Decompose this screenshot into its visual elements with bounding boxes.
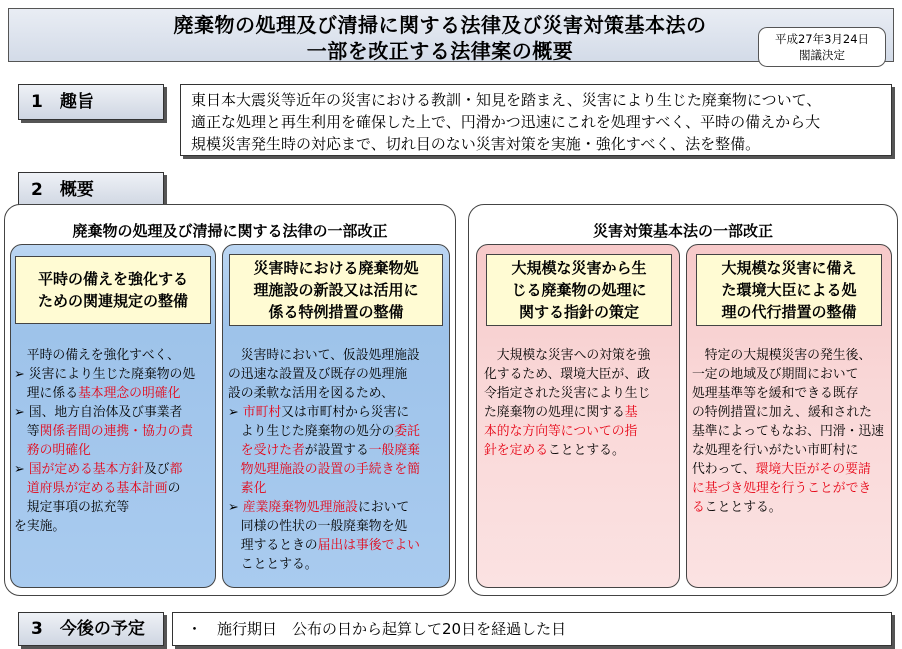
- emphasis-text: 針を定める: [484, 443, 548, 458]
- purpose-line: 適正な処理と再生利用を確保した上で、円滑かつ迅速にこれを処理すべく、平時の備えから大: [191, 113, 821, 131]
- emphasis-text: に基づき処理を行うことができ: [692, 481, 872, 496]
- body-line: [692, 479, 890, 498]
- emphasis-text: 基本理念の明確化: [77, 386, 181, 401]
- purpose-line: 東日本大震災等近年の災害における教訓・知見を踏まえ、災害により生じた廃棄物について、: [191, 91, 822, 109]
- emphasis-text: 環境大臣がその要請: [755, 462, 871, 477]
- heading-line: 関する指針の策定: [518, 303, 639, 321]
- peacetime-card-heading: [15, 256, 211, 324]
- guideline-card-body: [484, 346, 676, 460]
- body-text: の: [167, 481, 181, 496]
- body-text: 平時の備えを強化すべく、: [14, 348, 180, 363]
- body-line: [228, 365, 448, 384]
- body-text: な処理を行いがたい市町村に: [692, 443, 859, 458]
- title-line-1: 廃棄物の処理及び清掃に関する法律及び災害対策基本法の: [173, 13, 707, 37]
- body-text: こととする。: [547, 443, 625, 458]
- body-line: [692, 384, 890, 403]
- body-line: [692, 422, 890, 441]
- emphasis-text: 道府県が定める基本計画: [14, 481, 168, 496]
- body-text: 同様の性状の一般廃棄物を処: [228, 519, 408, 534]
- emphasis-text: を受けた者: [228, 443, 305, 458]
- body-line: [228, 403, 448, 422]
- body-line: [228, 498, 448, 517]
- body-text: 設の柔軟な活用を図るため、: [228, 386, 394, 401]
- body-text: 理に係る: [14, 386, 78, 401]
- emphasis-text: 素化: [228, 481, 267, 496]
- heading-line: 係る特例措置の整備: [268, 303, 404, 321]
- emphasis-text: 届出は事後でよい: [317, 538, 420, 553]
- body-text: 規定事項の拡充等: [14, 500, 130, 515]
- waste-law-panel-title: 廃棄物の処理及び清掃に関する法律の一部改正: [72, 222, 388, 240]
- body-line: [228, 479, 448, 498]
- body-line: [692, 403, 890, 422]
- body-line: [228, 536, 448, 555]
- body-line: [14, 384, 214, 403]
- proxy-card-body: [692, 346, 890, 517]
- body-text: 代わって、: [692, 462, 756, 477]
- emphasis-text: 委託: [394, 424, 420, 439]
- body-line: [14, 365, 214, 384]
- emphasis-text: 基: [624, 405, 638, 420]
- body-text: より生じた廃棄物の処分の: [228, 424, 395, 439]
- body-line: [228, 517, 448, 536]
- body-text: 等: [14, 424, 40, 439]
- body-line: [228, 460, 448, 479]
- heading-line: 理施設の新設又は活用に: [253, 281, 419, 299]
- body-text: 基準によってもなお、円滑・迅速: [692, 424, 884, 439]
- heading-line: ための関連規定の整備: [37, 292, 188, 310]
- body-text: ➢ 災害により生じた廃棄物の処: [14, 367, 196, 382]
- body-text: た廃棄物の処理に関する: [484, 405, 625, 420]
- body-text: 大規模な災害への対策を強: [484, 348, 651, 363]
- body-line: [228, 422, 448, 441]
- heading-line: 災害時における廃棄物処: [253, 259, 419, 277]
- purpose-box: [180, 84, 892, 156]
- body-line: [14, 403, 214, 422]
- body-text: の迅速な設置及び既存の処理施: [228, 367, 408, 382]
- body-text: ➢: [228, 405, 243, 420]
- proxy-card-heading: [696, 254, 882, 326]
- emphasis-text: 産業廃棄物処理施設: [242, 500, 358, 515]
- body-line: [14, 479, 214, 498]
- body-text: を実施。: [14, 519, 66, 534]
- body-text: 及び: [143, 462, 170, 477]
- body-text: が設置する: [304, 443, 369, 458]
- body-text: ➢: [14, 462, 29, 477]
- body-text: 一定の地域及び期間において: [692, 367, 859, 382]
- body-line: [14, 460, 214, 479]
- schedule-box: [172, 612, 892, 646]
- body-text: ➢ 国、地方自治体及び事業者: [14, 405, 183, 420]
- facility-card-body: [228, 346, 448, 574]
- emphasis-text: 一般廃棄: [368, 443, 420, 458]
- heading-line: 大規模な災害から生: [511, 259, 647, 277]
- heading-line: 大規模な災害に備え: [721, 259, 857, 277]
- emphasis-text: 市町村: [242, 405, 282, 420]
- body-line: [228, 384, 448, 403]
- body-line: [484, 422, 676, 441]
- body-line: [484, 346, 676, 365]
- decision-text: 閣議決定: [799, 48, 845, 62]
- title-line-2: 一部を改正する法律案の概要: [306, 39, 574, 63]
- body-line: [228, 346, 448, 365]
- peacetime-card-body: [14, 346, 214, 536]
- body-line: [692, 365, 890, 384]
- body-text: において: [357, 500, 410, 515]
- body-line: [484, 365, 676, 384]
- emphasis-text: 物処理施設の設置の手続きを簡: [228, 462, 420, 477]
- facility-card-heading: [229, 254, 443, 326]
- emphasis-text: る: [692, 500, 705, 515]
- disaster-law-panel-title: 災害対策基本法の一部改正: [592, 222, 773, 240]
- body-line: [14, 441, 214, 460]
- body-line: [692, 441, 890, 460]
- heading-line: 理の代行措置の整備: [721, 303, 857, 321]
- body-line: [228, 555, 448, 574]
- body-line: [14, 422, 214, 441]
- schedule-item: ・ 施行期日 公布の日から起算して20日を経過した日: [187, 620, 567, 638]
- body-line: [484, 441, 676, 460]
- body-text: 特定の大規模災害の発生後、: [692, 348, 872, 363]
- emphasis-text: 務の明確化: [14, 443, 91, 458]
- body-line: [692, 346, 890, 365]
- body-line: [692, 498, 890, 517]
- body-line: [484, 403, 676, 422]
- heading-line: じる廃棄物の処理に: [511, 281, 647, 299]
- body-text: ➢: [228, 500, 243, 515]
- body-text: 又は市町村から災害に: [281, 405, 410, 420]
- date-badge: [758, 27, 886, 67]
- body-line: [14, 517, 214, 536]
- body-line: [228, 441, 448, 460]
- section-1-label: 1 趣旨: [18, 84, 164, 120]
- body-text: 処理基準等を緩和できる既存: [692, 386, 859, 401]
- body-text: の特例措置に加え、緩和された: [692, 405, 872, 420]
- emphasis-text: 関係者間の連携・協力の責: [39, 424, 194, 439]
- body-text: 災害時において、仮設処理施設: [228, 348, 420, 363]
- body-line: [14, 498, 214, 517]
- date-text: 平成27年3月24日: [774, 32, 870, 46]
- body-text: 化するため、環境大臣が、政: [484, 367, 650, 382]
- emphasis-text: 都: [169, 462, 183, 477]
- guideline-card-heading: [486, 254, 672, 326]
- body-line: [484, 384, 676, 403]
- document-title: [120, 12, 760, 64]
- heading-line: た環境大臣による処: [721, 281, 857, 299]
- body-text: こととする。: [228, 557, 318, 572]
- section-2-label: 2 概要: [18, 172, 164, 208]
- heading-line: 平時の備えを強化する: [37, 270, 188, 288]
- body-text: 令指定された災害により生じ: [484, 386, 651, 401]
- body-line: [14, 346, 214, 365]
- emphasis-text: 国が定める基本方針: [28, 462, 144, 477]
- body-line: [692, 460, 890, 479]
- purpose-line: 規模災害発生時の対応まで、切れ目のない災害対策を実施・強化すべく、法を整備。: [191, 135, 761, 153]
- body-text: 理するときの: [228, 538, 318, 553]
- emphasis-text: 本的な方向等についての指: [484, 424, 638, 439]
- section-3-label: 3 今後の予定: [18, 612, 164, 646]
- body-text: こととする。: [704, 500, 782, 515]
